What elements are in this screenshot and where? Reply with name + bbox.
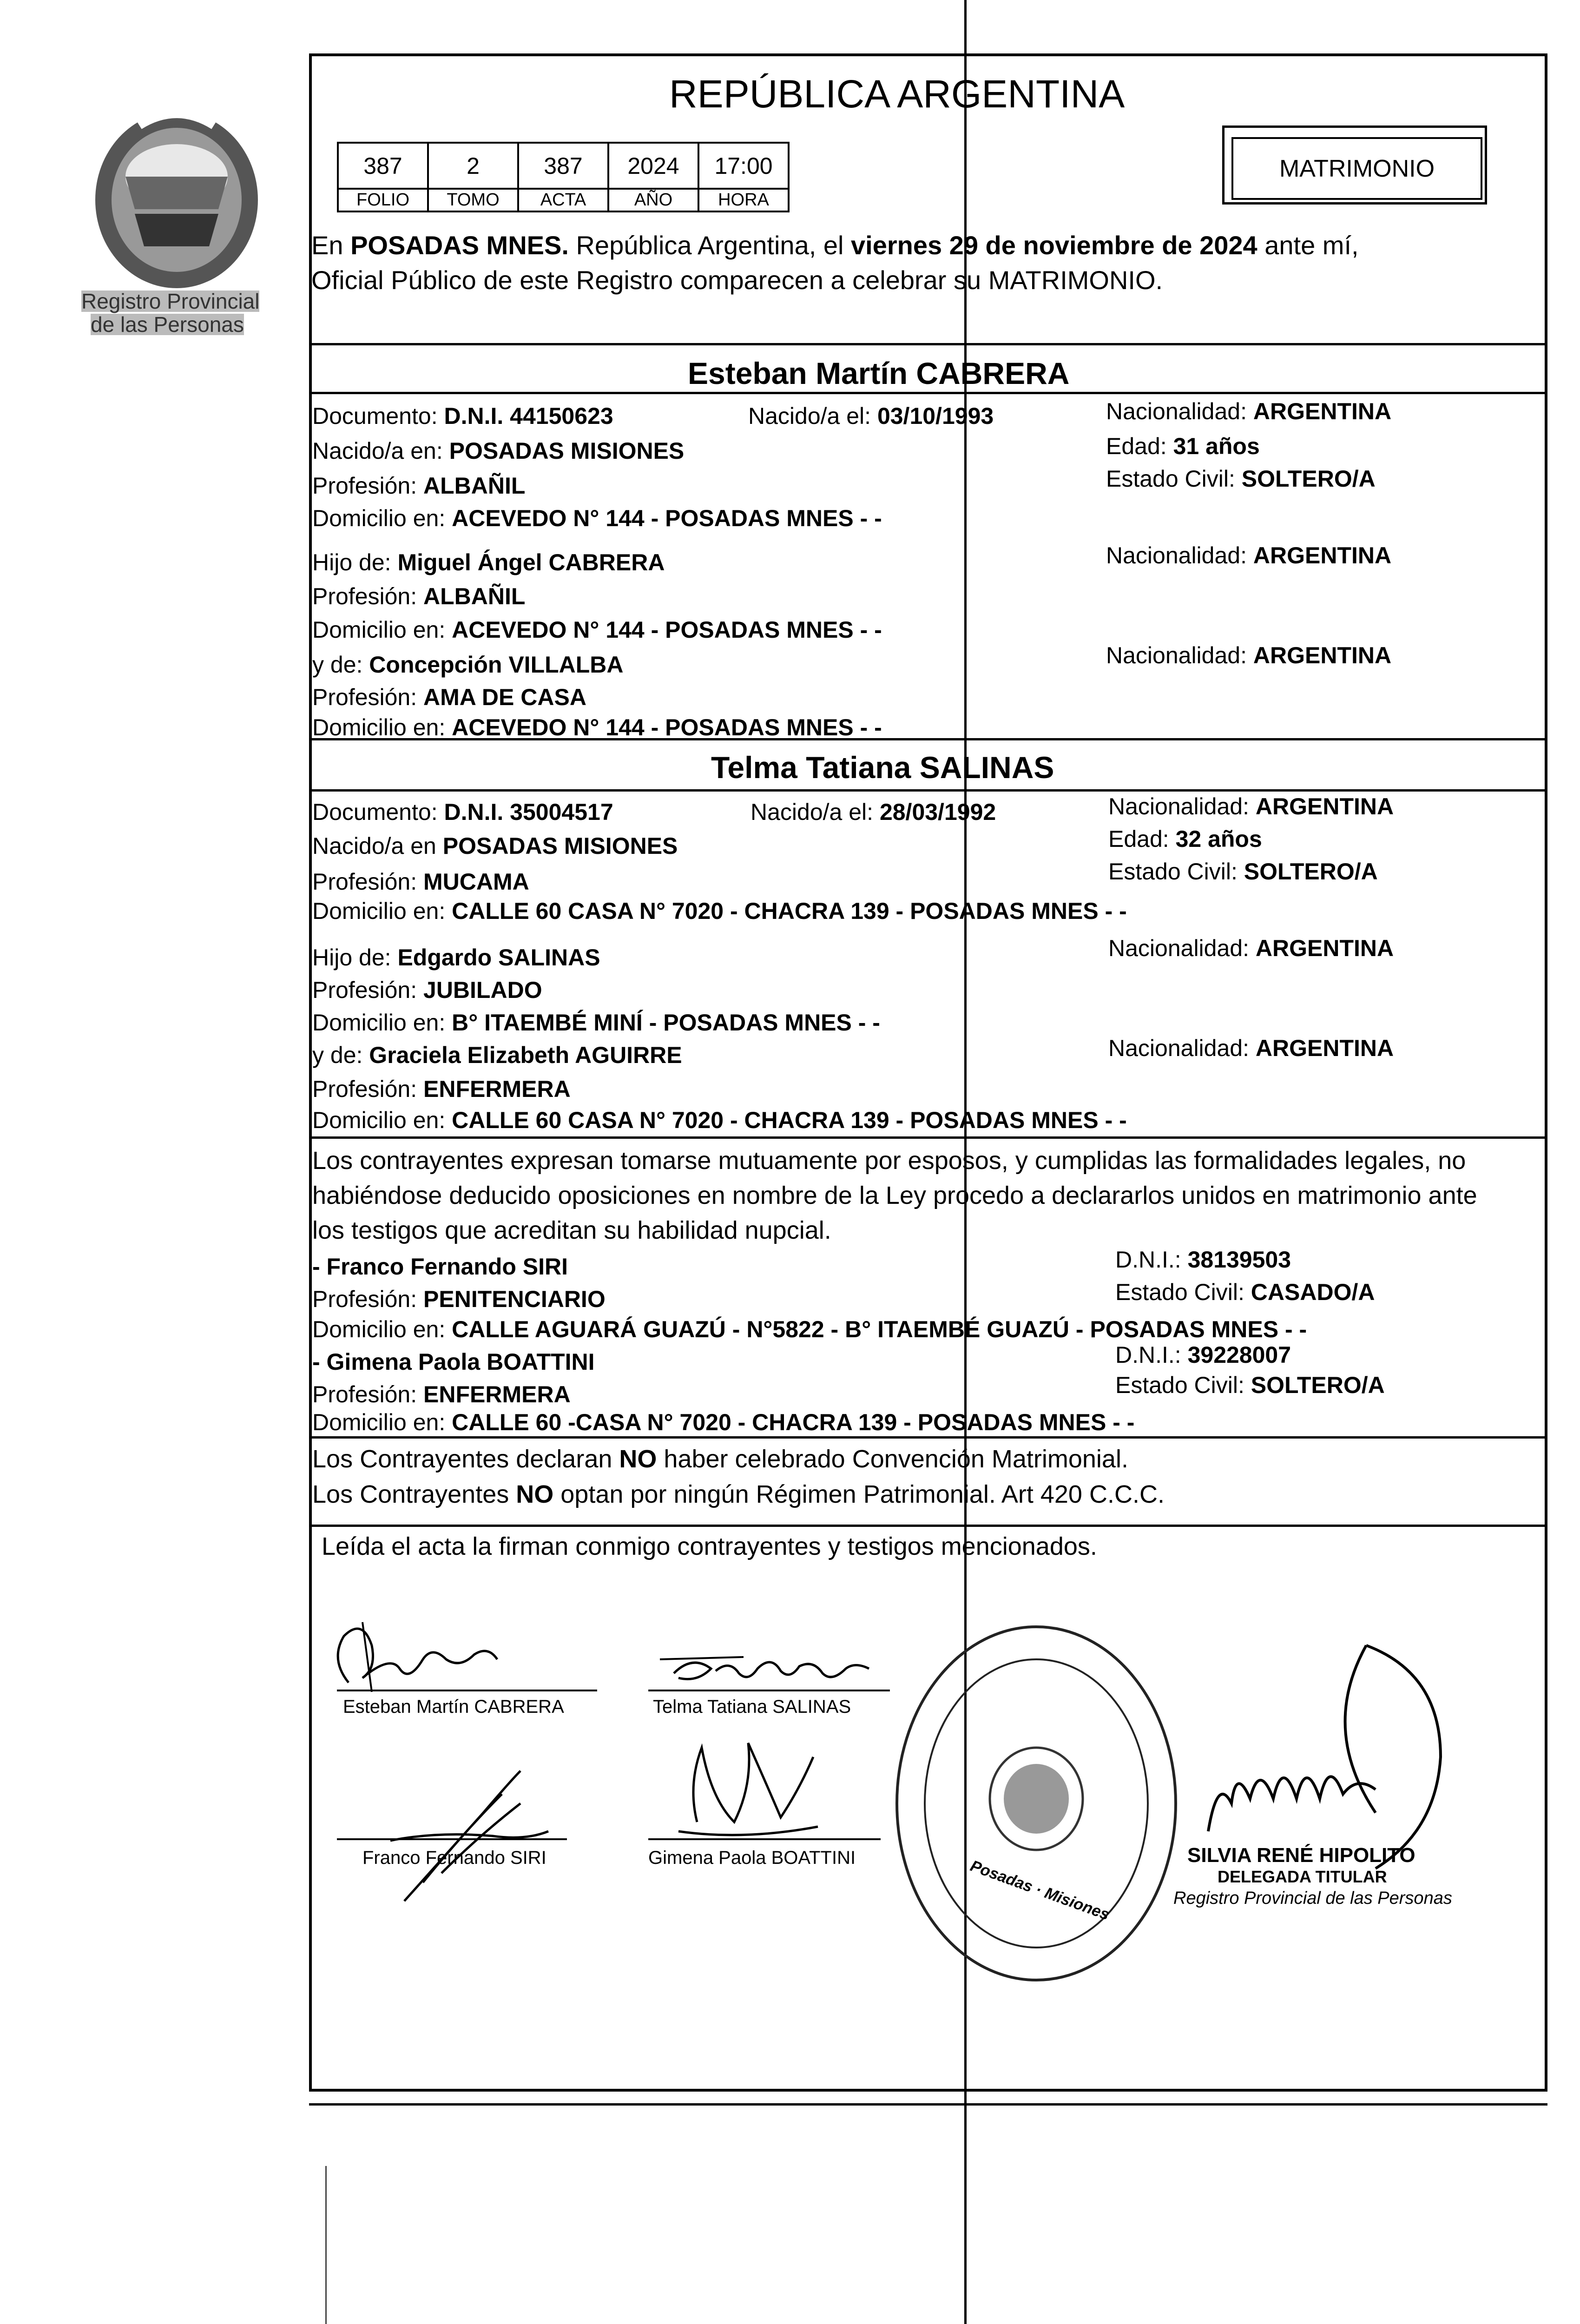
- witness2-dni: D.N.I.: 39228007: [1115, 1342, 1291, 1368]
- tomo-label: TOMO: [428, 189, 518, 211]
- declaration-line3: los testigos que acreditan su habilidad nupcial.: [312, 1216, 831, 1244]
- c2-nat: Nacionalidad: ARGENTINA: [1108, 793, 1394, 819]
- c2-father: Hijo de: Edgardo SALINAS: [312, 944, 600, 971]
- c2-born: Nacido/a el: 28/03/1992: [750, 799, 996, 825]
- registry-logo: [79, 93, 274, 335]
- act-type-box: [1231, 137, 1482, 200]
- signature-label-4: Gimena Paola BOATTINI: [648, 1848, 856, 1868]
- c1-mother-prof: Profesión: AMA DE CASA: [312, 684, 586, 710]
- c1-born: Nacido/a el: 03/10/1993: [748, 403, 994, 429]
- margin-line: [325, 2166, 327, 2324]
- signature-line-2: [648, 1690, 890, 1691]
- hora-value: 17:00: [698, 143, 789, 189]
- divider-name1-bottom: [309, 392, 1547, 394]
- signature-salinas-icon: [651, 1645, 892, 1692]
- c1-mother-addr: Domicilio en: ACEVEDO N° 144 - POSADAS MNES - -: [312, 714, 882, 740]
- logo-caption-line1: Registro Provincial: [81, 289, 260, 313]
- c2-mother-prof: Profesión: ENFERMERA: [312, 1076, 571, 1102]
- witness1-prof: Profesión: PENITENCIARIO: [312, 1286, 606, 1312]
- witness1-dni: D.N.I.: 38139503: [1115, 1247, 1291, 1273]
- c1-father-prof: Profesión: ALBAÑIL: [312, 583, 526, 609]
- c2-mother-addr: Domicilio en: CALLE 60 CASA N° 7020 - CHACRA 139 - POSADAS MNES - -: [312, 1107, 1127, 1133]
- c2-addr: Domicilio en: CALLE 60 CASA N° 7020 - CHACRA 139 - POSADAS MNES - -: [312, 898, 1127, 924]
- declaration-line1: Los contrayentes expresan tomarse mutuamente por esposos, y cumplidas las formalidades legales, no: [312, 1147, 1466, 1175]
- c1-birthplace: Nacido/a en: POSADAS MISIONES: [312, 438, 685, 464]
- divider-convention: [309, 1436, 1547, 1439]
- hora-label: HORA: [698, 189, 789, 211]
- c2-mother: y de: Graciela Elizabeth AGUIRRE: [312, 1042, 682, 1068]
- witness1-name: - Franco Fernando SIRI: [312, 1254, 568, 1280]
- witness2-addr: Domicilio en: CALLE 60 -CASA N° 7020 - CHACRA 139 - POSADAS MNES - -: [312, 1409, 1135, 1435]
- contrayente2-name: Telma Tatiana SALINAS: [711, 750, 1054, 785]
- intro-date: viernes 29 de noviembre de 2024: [850, 231, 1257, 260]
- official-name: SILVIA RENÉ HIPOLITO: [1187, 1844, 1415, 1867]
- c2-prof: Profesión: MUCAMA: [312, 869, 529, 895]
- act-type: MATRIMONIO: [1279, 155, 1435, 182]
- c1-addr: Domicilio en: ACEVEDO N° 144 - POSADAS MNES - -: [312, 505, 882, 531]
- c2-civil: Estado Civil: SOLTERO/A: [1108, 858, 1378, 885]
- c2-father-addr: Domicilio en: B° ITAEMBÉ MINÍ - POSADAS MNES - -: [312, 1010, 880, 1036]
- c1-doc: Documento: D.N.I. 44150623: [312, 403, 613, 429]
- c1-nat: Nacionalidad: ARGENTINA: [1106, 398, 1392, 424]
- c2-father-nat: Nacionalidad: ARGENTINA: [1108, 935, 1394, 961]
- ano-value: 2024: [608, 143, 698, 189]
- signature-line-3: [337, 1838, 567, 1840]
- c1-mother-nat: Nacionalidad: ARGENTINA: [1106, 642, 1392, 668]
- logo-caption-line2: de las Personas: [91, 312, 244, 337]
- document-title: REPÚBLICA ARGENTINA: [669, 72, 1125, 116]
- signature-line-1: [337, 1690, 597, 1691]
- convention-line1: Los Contrayentes declaran NO haber celebrado Convención Matrimonial.: [312, 1445, 1128, 1473]
- c1-age: Edad: 31 años: [1106, 433, 1260, 459]
- official-office: Registro Provincial de las Personas: [1173, 1888, 1452, 1908]
- province-seal-icon: [79, 93, 274, 288]
- acta-label: ACTA: [518, 189, 608, 211]
- intro-line1: En POSADAS MNES. República Argentina, el viernes 29 de noviembre de 2024 ante mí,: [311, 231, 1359, 260]
- acta-value: 387: [518, 143, 608, 189]
- witness2-name: - Gimena Paola BOATTINI: [312, 1349, 595, 1375]
- stamp-city: Posadas · Misiones: [968, 1857, 1112, 1924]
- c1-father-nat: Nacionalidad: ARGENTINA: [1106, 542, 1392, 568]
- declaration-line2: habiéndose deducido oposiciones en nombre de la Ley procedo a declararlos unidos en matrimonio ante: [312, 1182, 1477, 1209]
- c1-prof: Profesión: ALBAÑIL: [312, 473, 526, 499]
- witness1-civil: Estado Civil: CASADO/A: [1115, 1279, 1375, 1305]
- c2-doc: Documento: D.N.I. 35004517: [312, 799, 613, 825]
- divider-name2-bottom: [309, 789, 1547, 792]
- official-stamp: [892, 1622, 1180, 1985]
- intro-place: POSADAS MNES.: [350, 231, 569, 260]
- signature-label-1: Esteban Martín CABRERA: [343, 1697, 564, 1717]
- closing-statement: Leída el acta la firman conmigo contrayentes y testigos mencionados.: [322, 1532, 1097, 1560]
- c1-father: Hijo de: Miguel Ángel CABRERA: [312, 549, 665, 575]
- signature-line-4: [648, 1838, 881, 1840]
- divider-signatures: [309, 2103, 1547, 2106]
- official-role: DELEGADA TITULAR: [1218, 1867, 1387, 1886]
- convention-line2: Los Contrayentes NO optan por ningún Régimen Patrimonial. Art 420 C.C.C.: [312, 1480, 1165, 1508]
- witness2-prof: Profesión: ENFERMERA: [312, 1381, 571, 1407]
- contrayente1-name: Esteban Martín CABRERA: [688, 356, 1070, 390]
- divider-header: [309, 343, 1547, 345]
- intro-line2: Oficial Público de este Registro comparecen a celebrar su MATRIMONIO.: [311, 265, 1163, 295]
- signature-label-3: Franco Fernando SIRI: [362, 1848, 546, 1868]
- divider-closing: [309, 1525, 1547, 1527]
- folio-label: FOLIO: [338, 189, 428, 211]
- divider-declaration: [309, 1136, 1547, 1139]
- c1-mother: y de: Concepción VILLALBA: [312, 652, 624, 678]
- c2-age: Edad: 32 años: [1108, 826, 1262, 852]
- c2-mother-nat: Nacionalidad: ARGENTINA: [1108, 1035, 1394, 1061]
- tomo-value: 2: [428, 143, 518, 189]
- record-fields-table: [337, 142, 790, 212]
- c1-civil: Estado Civil: SOLTERO/A: [1106, 466, 1376, 492]
- witness2-civil: Estado Civil: SOLTERO/A: [1115, 1372, 1385, 1398]
- c1-father-addr: Domicilio en: ACEVEDO N° 144 - POSADAS MNES - -: [312, 617, 882, 643]
- signature-boattini-icon: [660, 1729, 836, 1850]
- witness1-addr: Domicilio en: CALLE AGUARÁ GUAZÚ - N°5822 - B° ITAEMBÉ GUAZÚ - POSADAS MNES - -: [312, 1316, 1307, 1342]
- signature-label-2: Telma Tatiana SALINAS: [653, 1697, 851, 1717]
- folio-value: 387: [338, 143, 428, 189]
- signature-cabrera-icon: [321, 1604, 516, 1697]
- c2-father-prof: Profesión: JUBILADO: [312, 977, 542, 1003]
- c2-birthplace: Nacido/a en POSADAS MISIONES: [312, 833, 678, 859]
- ano-label: AÑO: [608, 189, 698, 211]
